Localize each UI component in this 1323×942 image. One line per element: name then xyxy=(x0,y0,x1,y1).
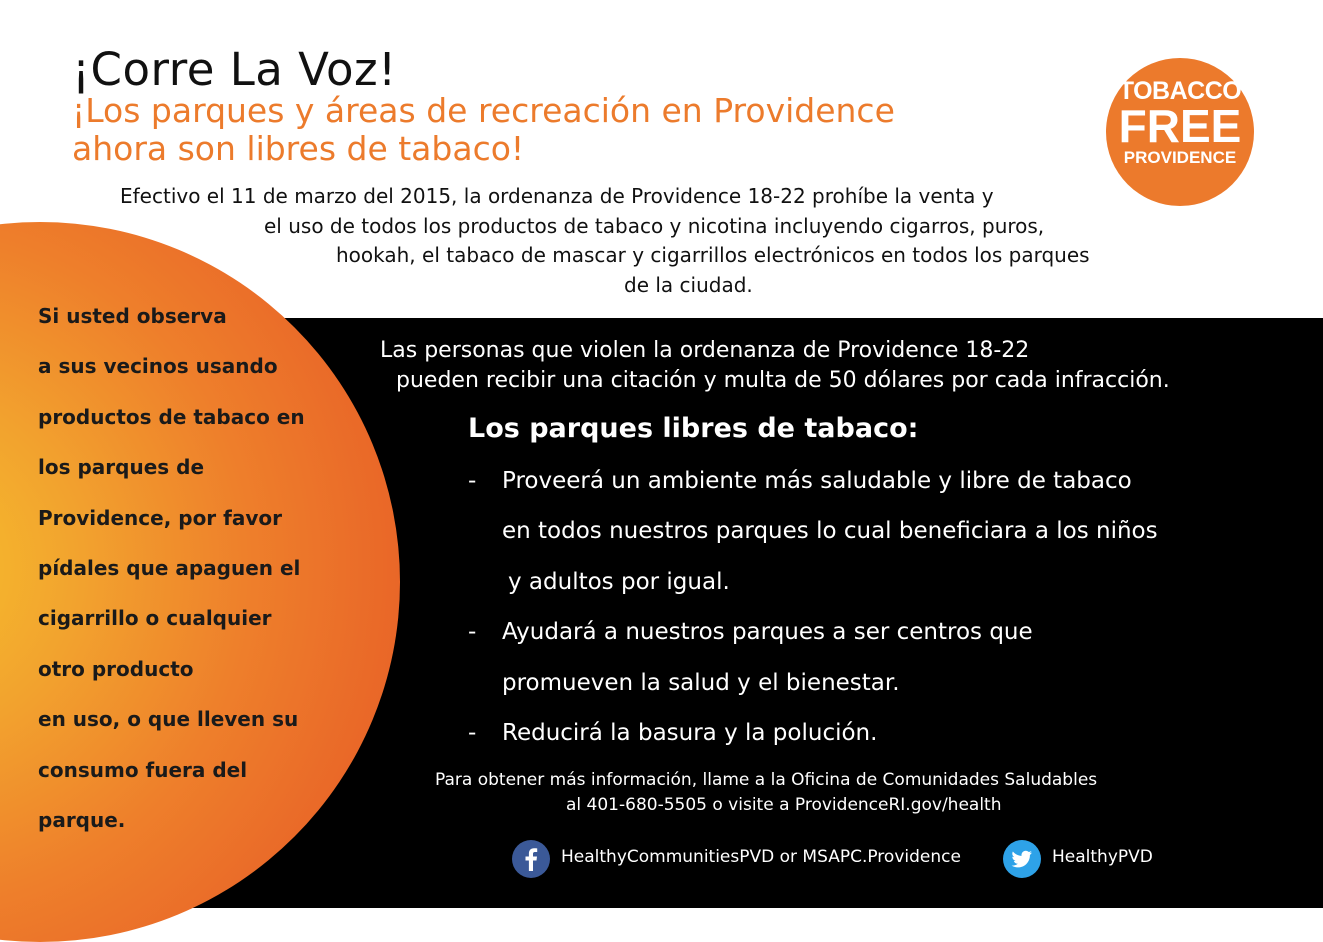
twitter-icon[interactable] xyxy=(1003,840,1041,878)
side-line: cigarrillo o cualquier xyxy=(38,606,272,631)
side-callout xyxy=(38,302,348,856)
side-line: a sus vecinos usando xyxy=(38,354,278,379)
subtitle-line: ¡Los parques y áreas de recreación en Providence xyxy=(72,91,895,130)
side-line: en uso, o que lleven su xyxy=(38,707,299,732)
twitter-handle[interactable]: HealthyPVD xyxy=(1052,847,1153,867)
subtitle-line: ahora son libres de tabaco! xyxy=(72,129,525,168)
benefit-line: y adultos por igual. xyxy=(508,569,730,595)
side-line: otro producto xyxy=(38,656,194,681)
benefit-line: en todos nuestros parques lo cual beneficiara a los niños xyxy=(502,518,1158,544)
benefit-line: Ayudará a nuestros parques a ser centros que xyxy=(502,619,1033,645)
intro-line: de la ciudad. xyxy=(624,273,753,297)
benefit-line: promueven la salud y el bienestar. xyxy=(502,670,900,696)
benefits-heading: Los parques libres de tabaco: xyxy=(468,413,919,444)
logo-line-tobacco: TOBACCO xyxy=(1118,77,1242,105)
side-line: parque. xyxy=(38,807,126,832)
side-line: productos de tabaco en xyxy=(38,404,305,429)
intro-line: Efectivo el 11 de marzo del 2015, la ordenanza de Providence 18-22 prohíbe la venta y xyxy=(120,184,994,208)
contact-line: al 401-680-5505 o visite a ProvidenceRI.gov/health xyxy=(566,795,1002,815)
side-line: pídales que apaguen el xyxy=(38,555,301,580)
facebook-handle[interactable]: HealthyCommunitiesPVD or MSAPC.Providence xyxy=(561,847,961,867)
side-line: Si usted observa xyxy=(38,304,227,328)
bullet-dash: - xyxy=(468,468,477,494)
side-line: Providence, por favor xyxy=(38,505,282,530)
intro-line: hookah, el tabaco de mascar y cigarrillos electrónicos en todos los parques xyxy=(336,243,1090,267)
tobacco-free-providence-logo xyxy=(1106,58,1254,206)
page-subtitle xyxy=(72,92,972,168)
benefit-line: Proveerá un ambiente más saludable y libre de tabaco xyxy=(502,468,1132,494)
page-title: ¡Corre La Voz! xyxy=(72,43,397,96)
fine-line: pueden recibir una citación y multa de 50 dólares por cada infracción. xyxy=(396,368,1170,393)
bullet-dash: - xyxy=(468,619,477,645)
contact-line: Para obtener más información, llame a la Oficina de Comunidades Saludables xyxy=(435,770,1098,790)
fine-line: Las personas que violen la ordenanza de Providence 18-22 xyxy=(380,338,1030,363)
side-line: los parques de xyxy=(38,455,205,480)
benefit-line: Reducirá la basura y la polución. xyxy=(502,720,878,746)
intro-line: el uso de todos los productos de tabaco y nicotina incluyendo cigarros, puros, xyxy=(264,214,1045,238)
logo-line-providence: PROVIDENCE xyxy=(1123,148,1237,167)
bullet-dash: - xyxy=(468,720,477,746)
facebook-icon[interactable] xyxy=(512,840,550,878)
side-line: consumo fuera del xyxy=(38,757,248,782)
logo-line-free: FREE xyxy=(1118,100,1242,152)
